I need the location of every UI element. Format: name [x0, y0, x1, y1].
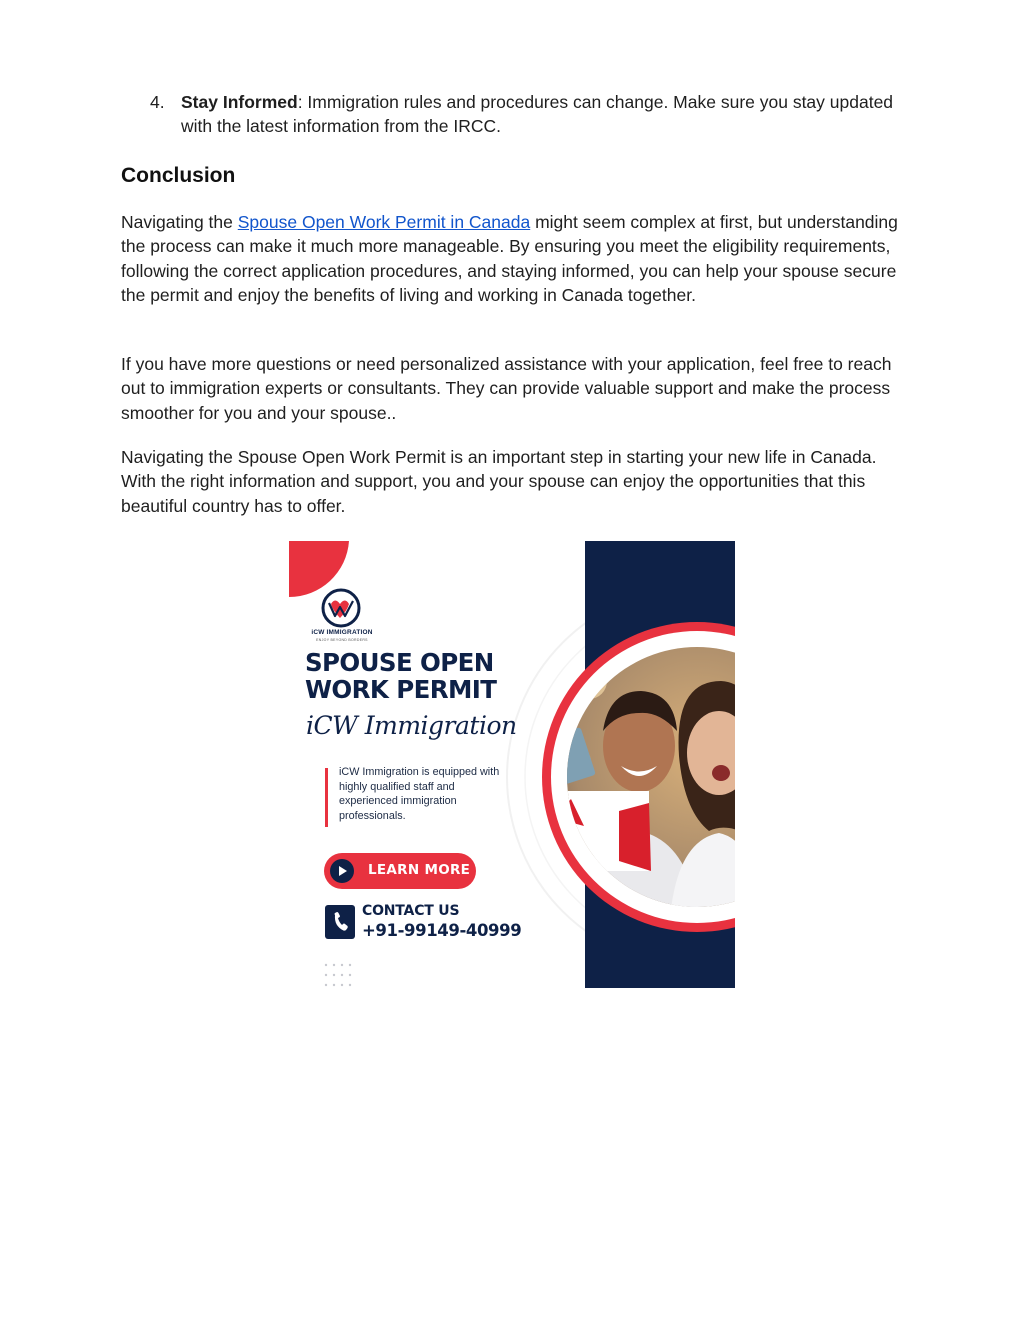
list-item-body	[181, 90, 901, 138]
phone-icon	[325, 905, 355, 939]
learn-more-label: LEARN MORE	[368, 862, 471, 878]
paragraph-suffix: might seem complex at first, but understanding the process can make it much more manageable. By ensuring you meet the eligibility requirements, following the correct application procedures, and staying informed, you can help your spouse secure the permit and enjoy the benefits of living and working in Canada together.	[121, 212, 898, 306]
logo-name: iCW IMMIGRATION	[311, 629, 373, 636]
list-item-title: Stay Informed	[181, 92, 298, 112]
poster-description: iCW Immigration is equipped with highly qualified staff and experienced immigration professionals.	[339, 766, 500, 822]
section-heading: Conclusion	[121, 164, 236, 187]
couple-photo	[545, 631, 735, 931]
dot-grid	[325, 964, 351, 986]
script-brand: iCW Immigration	[306, 711, 517, 740]
paragraph-prefix: Navigating the	[121, 212, 238, 232]
learn-more-button[interactable]	[324, 853, 476, 889]
paragraph-conclusion	[121, 210, 901, 308]
promo-poster	[289, 541, 735, 988]
contact-label: CONTACT US	[362, 903, 460, 919]
icw-logo-icon	[323, 590, 359, 626]
headline-line-2: WORK PERMIT	[305, 675, 497, 704]
list-item-stay-informed	[121, 90, 901, 138]
contact-number[interactable]: +91-99149-40999	[362, 921, 522, 940]
list-item-text: : Immigration rules and procedures can change. Make sure you stay updated with the latest information from the IRCC.	[181, 92, 894, 136]
logo-tagline: ENJOY BEYOND BORDERS	[316, 638, 368, 642]
headline-line-1: SPOUSE OPEN	[305, 648, 494, 677]
paragraph-assistance: If you have more questions or need personalized assistance with your application, feel free to reach out to immigration experts or consultants. They can provide valuable support and make the process smoother for you and your spouse..	[121, 354, 892, 423]
poster-headline	[305, 649, 525, 703]
list-number: 4.	[150, 92, 165, 112]
spouse-permit-link[interactable]: Spouse Open Work Permit in Canada	[237, 212, 531, 232]
accent-bar	[325, 768, 328, 827]
paragraph-closing: Navigating the Spouse Open Work Permit is an important step in starting your new life in Canada. With the right information and support, you and your spouse can enjoy the opportunities that this beautiful country has to offer.	[121, 447, 877, 516]
play-icon	[330, 859, 354, 883]
